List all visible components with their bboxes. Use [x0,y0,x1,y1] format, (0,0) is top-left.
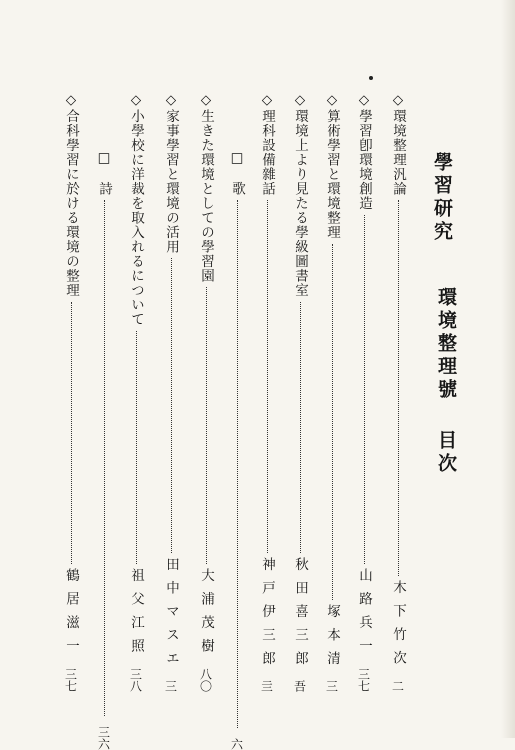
issue-subtitle: 環境整理號 [435,287,457,402]
entry-page: 八〇 [198,668,213,692]
toc-entry[interactable] [226,150,248,750]
entry-title: □ 歌 [229,150,245,196]
dot-leader [237,200,238,728]
entry-author: 大浦茂樹 [198,568,214,662]
dot-leader [398,200,399,576]
entry-author: 田中マスエ [163,556,179,674]
dot-leader [136,331,137,565]
dot-leader [206,287,207,564]
entry-page: 三八 [128,668,143,692]
entry-page: 三七 [63,668,78,692]
entry-page: 吾 [292,680,307,692]
toc-entry[interactable] [321,92,343,692]
entry-title: ◇學習卽環境創造 [356,92,372,211]
page-edge-shadow [501,0,515,738]
entry-author: 神戸伊三郎 [259,556,275,674]
entry-title: ◇合科學習に於ける環境の整理 [63,92,79,298]
toc-entry[interactable] [387,92,409,692]
dot-leader [332,244,333,600]
entry-title: ◇生きた環境としての學習園 [198,92,214,283]
entry-page: 亖 [259,680,274,692]
entry-page: 三六 [96,726,111,750]
entry-title: □ 詩 [96,150,112,196]
toc-entry[interactable] [160,92,182,692]
entry-page: 二 [390,680,405,692]
entry-title: ◇家事學習と環境の活用 [163,92,179,254]
entry-title: ◇小學校に洋裁を取入れるについて [128,92,144,327]
dot-leader [300,302,301,553]
toc-entry[interactable] [353,92,375,692]
entry-author: 秋田喜三郎 [292,556,308,674]
entry-author: 祖父江照 [128,568,144,662]
entry-page: 三 [163,680,178,692]
dot-leader [364,215,365,565]
dot-leader [104,200,105,716]
journal-title: 學習研究 [431,152,453,244]
entry-page: 三七 [356,668,371,692]
dot-leader [267,200,268,553]
entry-page: 三 [324,680,339,692]
dot-leader [71,302,72,565]
ink-mark [369,76,373,80]
entry-author: 木下竹次 [390,580,406,674]
entry-title: ◇理科設備雜話 [259,92,275,196]
toc-entry[interactable] [289,92,311,692]
entry-title: ◇環境整理汎論 [390,92,406,196]
toc-entry[interactable] [60,92,82,692]
entry-title: ◇環境上より見たる學級圖書室 [292,92,308,298]
dot-leader [171,258,172,553]
toc-entry[interactable] [195,92,217,692]
toc-entry[interactable] [93,150,115,750]
entry-page: 六 [229,738,244,750]
entry-title: ◇算術學習と環境整理 [324,92,340,240]
toc-entry[interactable] [256,92,278,692]
entry-author: 鶴居滋一 [63,568,79,662]
entry-author: 山路兵一 [356,568,372,662]
entry-author: 塚本清 [324,603,340,674]
toc-entry[interactable] [125,92,147,692]
toc-label: 目次 [435,430,457,476]
